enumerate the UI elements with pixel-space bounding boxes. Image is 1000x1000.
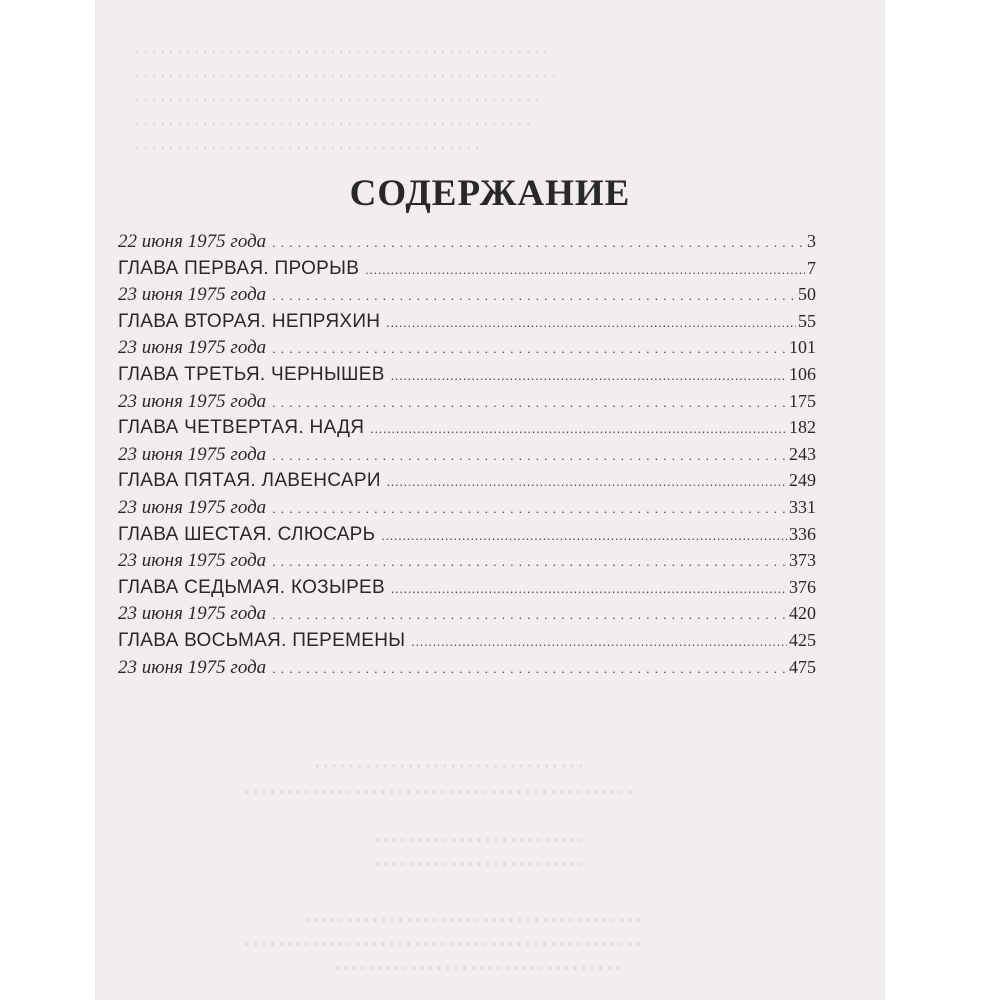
entry-page-number: 336 xyxy=(789,523,816,544)
toc-date-entry xyxy=(118,547,816,574)
entry-page-number: 420 xyxy=(789,603,816,624)
entry-label: 23 июня 1975 года xyxy=(118,284,267,306)
toc-date-entry xyxy=(118,388,816,415)
entry-label: ГЛАВА ТРЕТЬЯ. ЧЕРНЫШЕВ xyxy=(118,363,385,385)
entry-label: 23 июня 1975 года xyxy=(118,337,267,359)
dot-leader xyxy=(391,576,787,603)
entry-label: ГЛАВА ПЕРВАЯ. ПРОРЫВ xyxy=(118,257,360,279)
entry-label: ГЛАВА ВТОРАЯ. НЕПРЯХИН xyxy=(118,310,381,332)
toc-date-entry xyxy=(118,441,816,468)
dot-leader xyxy=(272,390,787,417)
toc-chapter-entry xyxy=(118,574,816,601)
dot-leader xyxy=(272,230,805,257)
dot-leader xyxy=(387,469,787,496)
toc-date-entry xyxy=(118,600,816,627)
dot-leader xyxy=(411,629,787,656)
entry-page-number: 50 xyxy=(798,284,816,305)
toc-title: СОДЕРЖАНИЕ xyxy=(349,173,631,214)
table-of-contents xyxy=(118,228,816,680)
toc-chapter-entry xyxy=(118,255,816,282)
entry-page-number: 106 xyxy=(789,363,816,384)
dot-leader xyxy=(272,656,787,683)
dot-leader xyxy=(272,549,787,576)
entry-label: 22 июня 1975 года xyxy=(118,231,267,252)
toc-date-entry xyxy=(118,334,816,361)
entry-label: ГЛАВА ЧЕТВЕРТАЯ. НАДЯ xyxy=(118,417,365,439)
toc-chapter-entry xyxy=(118,467,816,494)
dot-leader xyxy=(386,310,796,337)
toc-chapter-entry xyxy=(118,627,816,654)
dot-leader xyxy=(391,363,787,390)
dot-leader xyxy=(272,283,796,310)
toc-date-entry xyxy=(118,654,816,681)
entry-label: 23 июня 1975 года xyxy=(118,390,267,412)
dot-leader xyxy=(272,336,787,363)
entry-page-number: 243 xyxy=(789,443,816,464)
entry-page-number: 249 xyxy=(789,470,816,491)
toc-date-entry xyxy=(118,228,816,255)
dot-leader xyxy=(272,443,787,470)
toc-date-entry xyxy=(118,281,816,308)
entry-label: 23 июня 1975 года xyxy=(118,443,267,465)
entry-page-number: 373 xyxy=(789,550,816,571)
show-through-text: . . . . . . . . . . . . . . . . . . . . . . . . . . . . . . . . . . . . . . . . . . . . . . . . . . . . . . . . . . . . . . . . . . . . . . . . . . . . . . . . . . . . . . . . . . . . . . . . . . . . . . . . . . . . . . . . . . . . . . . . . . . . . . . . . . . . . . . . . . . . . . . . . . . . . . . . . . . . . . . . . . . . . . . . . . . . . . . . . . . . . . . . . . . . . . . . . . . . . . . . . . . . . . . . . . . . . . . . . . . . . . . . . . . . . . . . . . . . . . . . . . . . . . . . . . . . . . . . . . . . . . . . . . . . . . . . . . . . . . . . . . . . . . . . . . . . . . . . . . . . . . . . . . . . . . . . . . . . . . . . . . . . . . . . . . . . . . . . . . . . . . . . . . . . . . . . . . . . . . . . . . . . . . . . . . . . . . . . . . . . . . . . . . . . . . . . . . . . . . . . . . . . . . . . . . . . . . . . . . . . . . . . . . . . . . . . . . . . . . . . . . . . . . . . . . . . . . . . . . . . . . . . . . . . . . . . . . . . . . . . . . . . xyxy=(135,38,641,973)
dot-leader xyxy=(381,523,787,550)
entry-page-number: 376 xyxy=(789,576,816,597)
book-page xyxy=(95,0,885,1000)
entry-label: 23 июня 1975 года xyxy=(118,550,267,572)
entry-page-number: 182 xyxy=(789,417,816,438)
entry-page-number: 475 xyxy=(789,656,816,677)
entry-label: 23 июня 1975 года xyxy=(118,656,267,678)
toc-chapter-entry xyxy=(118,521,816,548)
dot-leader xyxy=(272,496,787,523)
entry-page-number: 7 xyxy=(807,257,816,278)
toc-date-entry xyxy=(118,494,816,521)
toc-chapter-entry xyxy=(118,361,816,388)
entry-page-number: 175 xyxy=(789,390,816,411)
dot-leader xyxy=(272,602,787,629)
toc-chapter-entry xyxy=(118,414,816,441)
entry-label: ГЛАВА СЕДЬМАЯ. КОЗЫРЕВ xyxy=(118,576,385,598)
dot-leader xyxy=(370,416,787,443)
entry-page-number: 55 xyxy=(798,310,816,331)
entry-page-number: 331 xyxy=(789,496,816,517)
entry-label: 23 июня 1975 года xyxy=(118,496,267,518)
entry-label: 23 июня 1975 года xyxy=(118,603,267,625)
entry-page-number: 3 xyxy=(807,231,816,251)
entry-page-number: 101 xyxy=(789,337,816,358)
entry-label: ГЛАВА ШЕСТАЯ. СЛЮСАРЬ xyxy=(118,523,376,545)
entry-page-number: 425 xyxy=(789,629,816,650)
entry-label: ГЛАВА ПЯТАЯ. ЛАВЕНСАРИ xyxy=(118,470,381,492)
entry-label: ГЛАВА ВОСЬМАЯ. ПЕРЕМЕНЫ xyxy=(118,629,406,651)
dot-leader xyxy=(365,257,805,284)
toc-chapter-entry xyxy=(118,308,816,335)
